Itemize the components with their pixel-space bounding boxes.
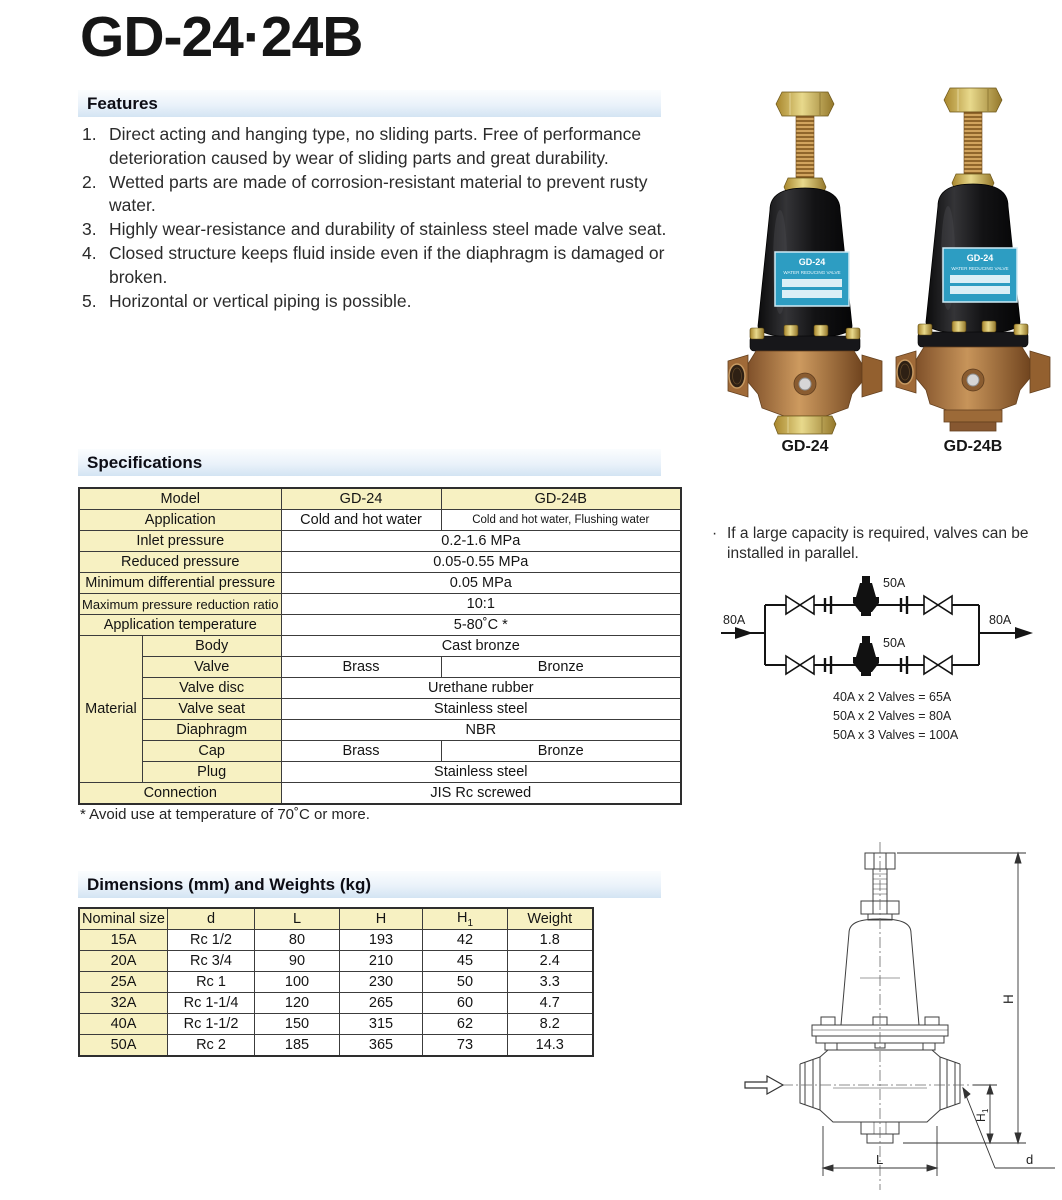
cell: Rc 1/2 [168, 930, 255, 951]
bottom-plug [774, 416, 836, 434]
h1-main: H [456, 909, 468, 926]
cell: 4.7 [508, 993, 593, 1014]
spec-header-gd24b: GD-24B [441, 488, 681, 510]
cell: 60 [423, 993, 508, 1014]
spec-value: 0.05 MPa [281, 573, 681, 594]
inlet-size-label: 80A [723, 613, 746, 627]
specifications-section-title: Specifications [87, 453, 203, 472]
spec-label: Application temperature [79, 615, 281, 636]
cell: 185 [255, 1035, 340, 1057]
list-item [82, 242, 668, 290]
dimension-drawing [733, 838, 1062, 1198]
table-row [79, 1014, 593, 1035]
list-item [82, 218, 668, 242]
prv-icon [853, 576, 879, 616]
cell: 14.3 [508, 1035, 593, 1057]
table-header-row [79, 908, 593, 930]
cell: 42 [423, 930, 508, 951]
cell: 210 [340, 951, 423, 972]
spec-value: Cold and hot water [281, 510, 441, 531]
table-row [79, 678, 681, 699]
spec-value: Urethane rubber [281, 678, 681, 699]
valve-body [728, 351, 882, 416]
cell: 365 [340, 1035, 423, 1057]
spec-value: Stainless steel [281, 699, 681, 720]
spec-material-group-label: Material [79, 636, 142, 783]
cell: 265 [340, 993, 423, 1014]
bottom-plug [944, 410, 1002, 431]
table-row [79, 930, 593, 951]
cell: 32A [79, 993, 168, 1014]
spec-value: Brass [281, 657, 441, 678]
cell: 1.8 [508, 930, 593, 951]
table-row [79, 594, 681, 615]
gate-valve-icon [786, 596, 814, 614]
cell: 230 [340, 972, 423, 993]
cell: Rc 1 [168, 972, 255, 993]
specifications-table-wrap [78, 487, 682, 805]
list-number: 5. [82, 290, 97, 311]
cell: 120 [255, 993, 340, 1014]
spec-header-gd24: GD-24 [281, 488, 441, 510]
spec-sublabel: Valve disc [142, 678, 281, 699]
table-row [79, 972, 593, 993]
gate-valve-icon [786, 656, 814, 674]
cell: 100 [255, 972, 340, 993]
table-row [79, 783, 681, 805]
outlet-arrow-icon [1015, 627, 1033, 639]
spec-value: Cold and hot water, Flushing water [441, 510, 681, 531]
gate-valve-icon [924, 656, 952, 674]
dim-label-H1-sub: 1 [981, 1108, 990, 1113]
spec-sublabel: Cap [142, 741, 281, 762]
flow-direction-arrow-icon [745, 1076, 783, 1094]
spec-sublabel: Valve [142, 657, 281, 678]
cell: 50A [79, 1035, 168, 1057]
table-row [79, 573, 681, 594]
cell: Rc 2 [168, 1035, 255, 1057]
spec-sublabel: Plug [142, 762, 281, 783]
spec-label: Connection [79, 783, 281, 805]
photo-caption-gd24: GD-24 [781, 438, 829, 455]
nameplate [943, 248, 1017, 302]
valve-photo-gd24b [890, 80, 1056, 432]
nameplate [775, 252, 849, 306]
h1-sub: 1 [467, 917, 474, 929]
features-list [82, 123, 668, 313]
valve-photo-gd24 [722, 84, 888, 436]
dimensions-table [78, 907, 594, 1057]
table-row [79, 657, 681, 678]
dim-label-d: d [1026, 1152, 1034, 1167]
feature-text: Highly wear-resistance and durability of stainless steel made valve seat. [109, 219, 667, 240]
prv-size-label: 50A [883, 636, 906, 650]
col-header: Weight [508, 908, 593, 930]
cell: Rc 3/4 [168, 951, 255, 972]
spec-label: Application [79, 510, 281, 531]
spec-sublabel: Valve seat [142, 699, 281, 720]
spec-value: NBR [281, 720, 681, 741]
nameplate-subtitle-text: WATER REDUCING VALVE [783, 270, 841, 275]
spec-value: Bronze [441, 741, 681, 762]
list-number: 1. [82, 124, 97, 144]
dimensions-section-header [78, 871, 661, 898]
spec-label: Reduced pressure [79, 552, 281, 573]
cell: 20A [79, 951, 168, 972]
cell: 193 [340, 930, 423, 951]
parallel-install-note [712, 524, 1060, 564]
spec-sublabel: Body [142, 636, 281, 657]
spec-value: JIS Rc screwed [281, 783, 681, 805]
dim-label-H1 [974, 1108, 990, 1122]
list-number: 4. [82, 242, 97, 263]
table-row [79, 510, 681, 531]
prv-size-label: 50A [883, 576, 906, 590]
table-row [79, 1035, 593, 1057]
col-header: d [168, 908, 255, 930]
nameplate-subtitle-text: WATER REDUCING VALVE [951, 266, 1009, 271]
features-section-header [78, 90, 661, 117]
table-row [79, 762, 681, 783]
formula-line: 50A x 3 Valves = 100A [833, 727, 959, 742]
dim-label-H1-main: H [974, 1113, 988, 1122]
table-row [79, 993, 593, 1014]
cell: 90 [255, 951, 340, 972]
feature-text: Wetted parts are made of corrosion-resistant material to prevent rusty water. [109, 171, 648, 216]
table-row [79, 741, 681, 762]
col-header: H [340, 908, 423, 930]
cell: 315 [340, 1014, 423, 1035]
spec-value: Bronze [441, 657, 681, 678]
cell: 8.2 [508, 1014, 593, 1035]
spec-value: Brass [281, 741, 441, 762]
parallel-note-text: If a large capacity is required, valves can be installed in parallel. [727, 525, 1029, 563]
photo-caption-gd24b: GD-24B [943, 438, 1003, 455]
list-item [82, 171, 668, 219]
cell: 62 [423, 1014, 508, 1035]
spec-footnote: * Avoid use at temperature of 70˚C or more. [80, 806, 370, 823]
nameplate-model-text: GD-24 [966, 253, 994, 263]
cell: 80 [255, 930, 340, 951]
page-title: GD-24·24B [80, 5, 363, 69]
dimensions-table-wrap [78, 907, 594, 1057]
table-row [79, 720, 681, 741]
spec-value: 5-80˚C * [281, 615, 681, 636]
list-item [82, 290, 668, 314]
prv-icon [853, 636, 879, 676]
dim-label-L: L [876, 1152, 884, 1167]
spec-label: Inlet pressure [79, 531, 281, 552]
outlet-size-label: 80A [989, 613, 1012, 627]
centerlines [763, 842, 973, 1190]
table-row [79, 699, 681, 720]
inlet-arrow-icon [735, 627, 753, 639]
dimension-lines [823, 853, 1055, 1176]
feature-text: Direct acting and hanging type, no sliding parts. Free of performance deterioration caused by wear of sliding parts and great durability. [109, 124, 642, 168]
spec-value: 10:1 [281, 594, 681, 615]
spec-header-model: Model [79, 488, 281, 510]
formula-line: 40A x 2 Valves = 65A [833, 690, 952, 704]
spec-value: Cast bronze [281, 636, 681, 657]
cell: 50 [423, 972, 508, 993]
table-row [79, 615, 681, 636]
table-row [79, 552, 681, 573]
bullet: · [712, 525, 718, 542]
cell: 150 [255, 1014, 340, 1035]
cell: 40A [79, 1014, 168, 1035]
cell: 15A [79, 930, 168, 951]
cell: 25A [79, 972, 168, 993]
cell: Rc 1-1/4 [168, 993, 255, 1014]
spec-value: 0.2-1.6 MPa [281, 531, 681, 552]
spec-value: Stainless steel [281, 762, 681, 783]
specifications-table [78, 487, 682, 805]
dimensions-section-title: Dimensions (mm) and Weights (kg) [87, 875, 371, 894]
valve-body [896, 347, 1050, 412]
list-number: 2. [82, 171, 97, 192]
spec-label: Maximum pressure reduction ratio [79, 594, 281, 615]
cell: 3.3 [508, 972, 593, 993]
list-number: 3. [82, 219, 97, 240]
spec-label: Minimum differential pressure [79, 573, 281, 594]
table-row [79, 951, 593, 972]
col-header-h1 [423, 908, 508, 930]
specifications-section-header [78, 449, 661, 476]
gate-valve-icon [924, 596, 952, 614]
cell: 73 [423, 1035, 508, 1057]
spec-sublabel: Diaphragm [142, 720, 281, 741]
list-item [82, 123, 668, 171]
table-row [79, 636, 681, 657]
nameplate-model-text: GD-24 [798, 257, 826, 267]
feature-text: Horizontal or vertical piping is possible. [109, 290, 412, 311]
col-header: Nominal size [79, 908, 168, 930]
feature-text: Closed structure keeps fluid inside even if the diaphragm is damaged or broken. [109, 242, 665, 287]
dim-label-H: H [1001, 994, 1016, 1004]
features-section-title: Features [87, 94, 158, 113]
cell: Rc 1-1/2 [168, 1014, 255, 1035]
col-header: L [255, 908, 340, 930]
parallel-piping-diagram [701, 561, 1061, 685]
capacity-formulas [833, 688, 958, 744]
table-row [79, 531, 681, 552]
cell: 2.4 [508, 951, 593, 972]
formula-line: 50A x 2 Valves = 80A [833, 708, 952, 723]
cell: 45 [423, 951, 508, 972]
spec-value: 0.05-0.55 MPa [281, 552, 681, 573]
table-row [79, 488, 681, 510]
